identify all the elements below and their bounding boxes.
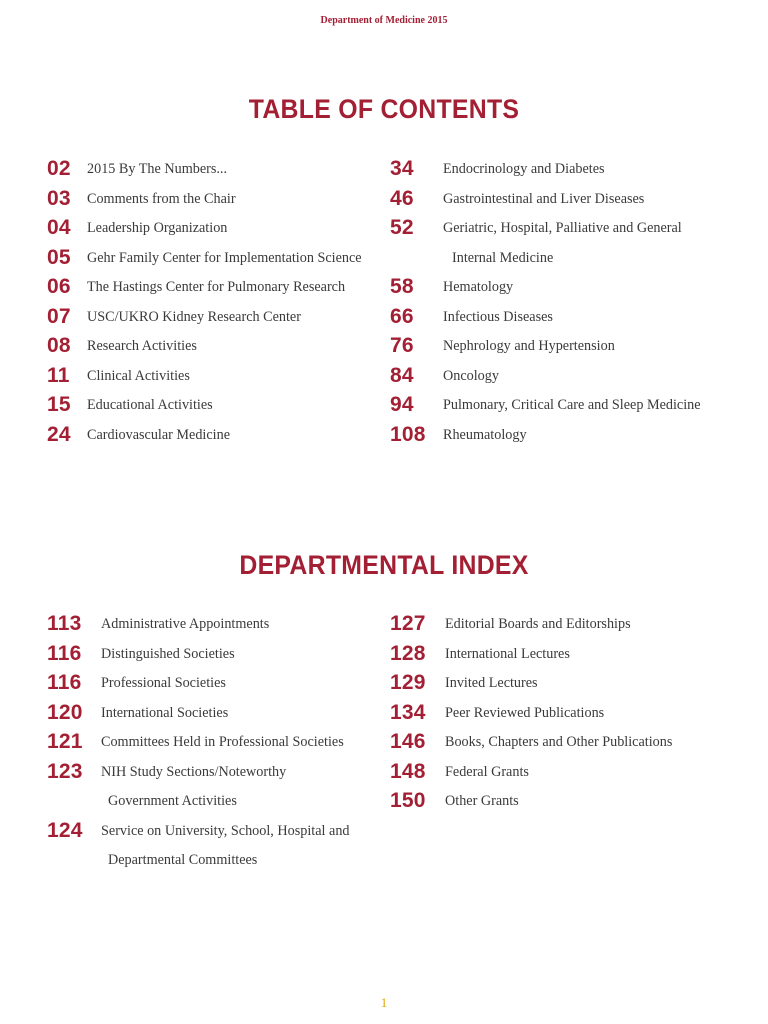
toc-entry[interactable] — [47, 186, 387, 221]
page-number-label: 128 — [390, 641, 426, 665]
index-entry[interactable] — [390, 641, 760, 676]
entry-label: Service on University, School, Hospital and — [101, 822, 350, 839]
running-title: Department of Medicine 2015 — [320, 15, 448, 26]
entry-label: Committees Held in Professional Societies — [101, 734, 344, 750]
index-entry[interactable] — [47, 759, 387, 823]
index-entry[interactable] — [47, 730, 387, 764]
index-entry[interactable] — [47, 671, 387, 705]
toc-entry[interactable] — [390, 275, 760, 309]
page-number-label: 66 — [390, 304, 414, 328]
toc-entry[interactable] — [390, 216, 760, 279]
toc-entry[interactable] — [390, 304, 760, 339]
page-number-label: 108 — [390, 422, 426, 446]
page-number-label: 52 — [390, 216, 414, 239]
entry-label-continued: Departmental Committees — [108, 852, 258, 868]
entry-label: Geriatric, Hospital, Palliative and General — [443, 220, 682, 236]
page-number-label: 34 — [390, 157, 414, 180]
toc-entry[interactable] — [47, 245, 387, 280]
page-number-label: 05 — [47, 245, 71, 269]
entry-label: Endocrinology and Diabetes — [443, 161, 605, 177]
page-number-label: 24 — [47, 422, 71, 446]
entry-label: Books, Chapters and Other Publications — [445, 734, 673, 750]
index-entry[interactable] — [390, 759, 760, 794]
page-number-label: 15 — [47, 393, 71, 416]
page-number-label: 84 — [390, 363, 414, 387]
page-number-label: 120 — [47, 700, 83, 724]
entry-label: Administrative Appointments — [101, 616, 270, 632]
entry-label: Other Grants — [445, 793, 519, 809]
page-number-label: 123 — [47, 759, 83, 783]
toc-entry[interactable] — [47, 275, 387, 309]
entry-label: Comments from the Chair — [87, 190, 236, 207]
entry-label: USC/UKRO Kidney Research Center — [87, 308, 301, 325]
page-number-label: 121 — [47, 730, 83, 753]
entry-label: Nephrology and Hypertension — [443, 338, 615, 354]
toc-entry[interactable] — [47, 157, 387, 191]
entry-label: Invited Lectures — [445, 675, 538, 691]
index-entry[interactable] — [47, 818, 387, 882]
entry-label: Research Activities — [87, 338, 197, 354]
toc-entry[interactable] — [47, 216, 387, 250]
index-entry[interactable] — [47, 700, 387, 735]
toc-entry[interactable] — [47, 304, 387, 339]
entry-label: NIH Study Sections/Noteworthy — [101, 763, 287, 780]
entry-label: Professional Societies — [101, 675, 226, 691]
page-number-label: 07 — [47, 304, 71, 328]
index-entry[interactable] — [390, 730, 760, 764]
page-number-label: 58 — [390, 275, 414, 298]
entry-label: Gastrointestinal and Liver Diseases — [443, 190, 645, 207]
toc-left-column — [47, 157, 387, 456]
index-entry[interactable] — [390, 700, 760, 735]
index-title: DEPARTMENTAL INDEX — [239, 550, 529, 580]
entry-label-continued: Government Activities — [108, 793, 237, 809]
page-number-label: 06 — [47, 275, 71, 298]
footer-page-number: 1 — [380, 995, 388, 1010]
entry-label: Pulmonary, Critical Care and Sleep Medicine — [443, 397, 701, 413]
entry-label: Gehr Family Center for Implementation Science — [87, 249, 362, 266]
entry-label: International Lectures — [445, 645, 570, 662]
entry-label: Editorial Boards and Editorships — [445, 616, 631, 632]
entry-label: Hematology — [443, 279, 514, 295]
page-number-label: 150 — [390, 789, 426, 812]
index-right-column — [390, 612, 760, 823]
toc-entry[interactable] — [390, 334, 760, 368]
page-number-label: 04 — [47, 216, 71, 239]
page-number-label: 11 — [47, 363, 70, 387]
page-number-label: 148 — [390, 759, 426, 783]
index-entry[interactable] — [390, 612, 760, 646]
toc-entry[interactable] — [390, 363, 760, 398]
entry-label-continued: Internal Medicine — [452, 249, 554, 266]
page-number-label: 94 — [390, 393, 414, 416]
index-left-column — [47, 612, 387, 882]
page-number-label: 76 — [390, 334, 414, 357]
page-number-label: 127 — [390, 612, 426, 635]
page-number-label: 116 — [47, 671, 82, 694]
page-number-label: 116 — [47, 641, 82, 665]
page-number-label: 113 — [47, 612, 82, 635]
toc-entry[interactable] — [390, 157, 760, 191]
page-number-label: 124 — [47, 818, 83, 842]
toc-title: TABLE OF CONTENTS — [248, 94, 520, 124]
page-number-label: 08 — [47, 334, 71, 357]
page-number-label: 134 — [390, 700, 426, 724]
page-number-label: 146 — [390, 730, 426, 753]
entry-label: Peer Reviewed Publications — [445, 704, 605, 721]
entry-label: Cardiovascular Medicine — [87, 426, 231, 443]
entry-label: International Societies — [101, 704, 229, 721]
entry-label: 2015 By The Numbers... — [87, 161, 228, 177]
toc-right-column — [390, 157, 760, 456]
entry-label: Federal Grants — [445, 763, 529, 780]
page-number-label: 02 — [47, 157, 71, 180]
index-entry[interactable] — [47, 612, 387, 646]
entry-label: Oncology — [443, 367, 499, 384]
entry-label: The Hastings Center for Pulmonary Research — [87, 279, 346, 295]
entry-label: Rheumatology — [443, 426, 527, 443]
entry-label: Clinical Activities — [87, 367, 190, 384]
entry-label: Distinguished Societies — [101, 645, 235, 662]
toc-entry[interactable] — [47, 393, 387, 427]
entry-label: Educational Activities — [87, 397, 213, 413]
toc-entry[interactable] — [390, 393, 760, 427]
index-entry[interactable] — [390, 671, 760, 705]
toc-entry[interactable] — [47, 422, 387, 457]
toc-entry[interactable] — [390, 422, 760, 457]
toc-entry[interactable] — [47, 334, 387, 368]
page-number-label: 46 — [390, 186, 414, 210]
entry-label: Infectious Diseases — [443, 308, 553, 325]
toc-entry[interactable] — [47, 363, 387, 398]
toc-entry[interactable] — [390, 186, 760, 221]
page-number-label: 129 — [390, 671, 426, 694]
entry-label: Leadership Organization — [87, 220, 228, 236]
index-entry[interactable] — [47, 641, 387, 676]
index-entry[interactable] — [390, 789, 760, 823]
page-number-label: 03 — [47, 186, 71, 210]
